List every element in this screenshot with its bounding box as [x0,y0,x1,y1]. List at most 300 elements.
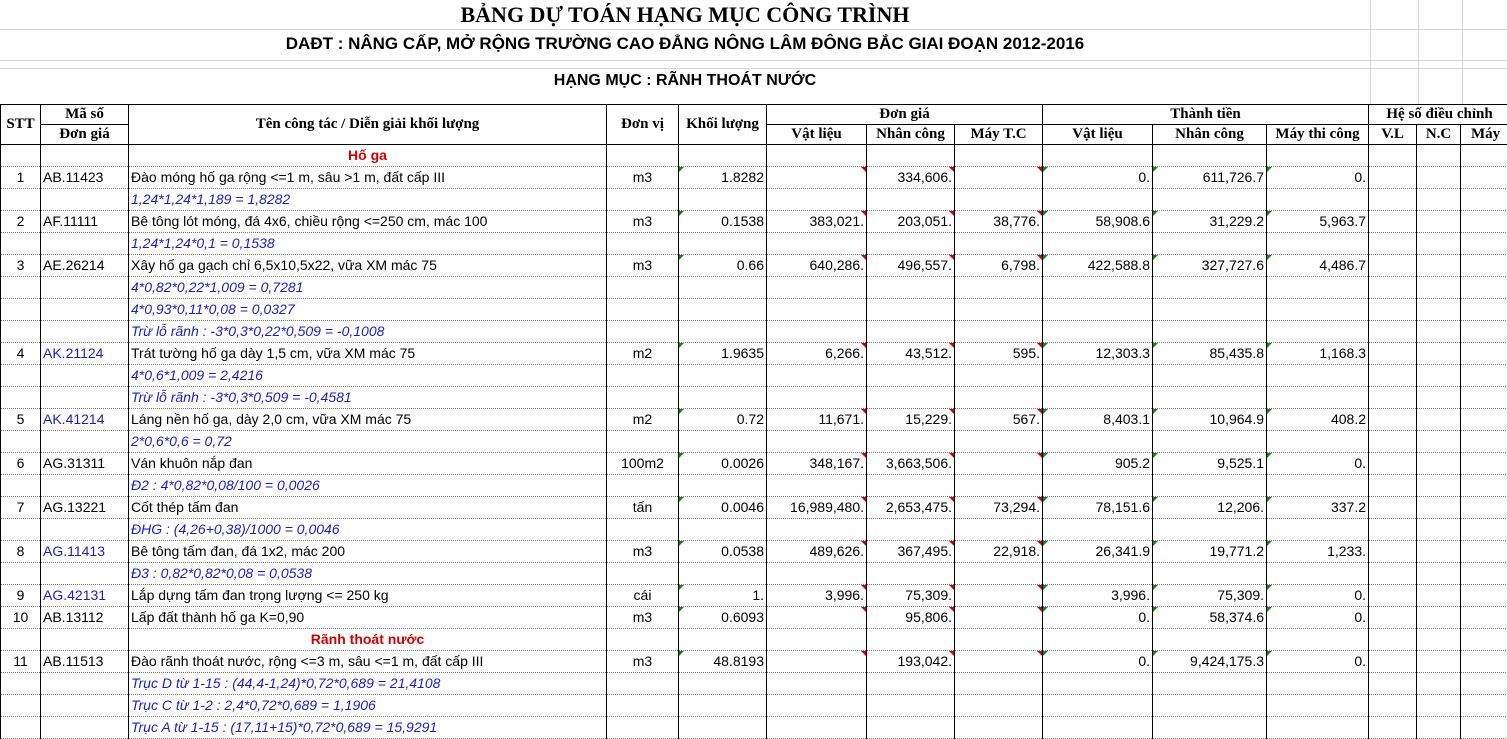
cell-explanation[interactable]: Đ2 : 4*0,82*0,08/100 = 0,0026 [129,475,607,497]
cell-empty[interactable] [1267,475,1369,497]
cell-amount-material[interactable]: 0. [1043,167,1153,189]
cell-empty[interactable] [1417,387,1461,409]
cell-code[interactable]: AG.11413 [41,541,129,563]
cell-empty[interactable] [607,431,679,453]
header-price-material[interactable]: Vật liệu [767,125,867,145]
cell-empty[interactable] [679,519,767,541]
cell-empty[interactable] [767,321,867,343]
cell-empty[interactable] [1267,431,1369,453]
cell-adjust-vl[interactable] [1369,607,1417,629]
cell-stt[interactable] [1,431,41,453]
cell-empty[interactable] [955,475,1043,497]
cell-stt[interactable]: 8 [1,541,41,563]
cell-amount-machine[interactable]: 1,233. [1267,541,1369,563]
cell-empty[interactable] [1043,629,1153,651]
header-unit-price[interactable]: Đơn giá [767,105,1043,125]
cell-empty[interactable] [1461,299,1507,321]
cell-empty[interactable] [955,519,1043,541]
cell-empty[interactable] [1153,189,1267,211]
cell-amount-machine[interactable]: 0. [1267,607,1369,629]
header-code[interactable]: Mã số [41,105,129,125]
cell-empty[interactable] [679,629,767,651]
cell-empty[interactable] [1461,145,1507,167]
cell-empty[interactable] [1153,563,1267,585]
cell-quantity[interactable]: 1.8282 [679,167,767,189]
cell-explanation[interactable]: Trục A từ 1-15 : (17,11+15)*0,72*0,689 = 15,9291 [129,717,607,739]
cell-empty[interactable] [767,145,867,167]
cell-empty[interactable] [679,387,767,409]
cell-price-machine[interactable] [955,167,1043,189]
cell-adjust-vl[interactable] [1369,651,1417,673]
cell-amount-machine[interactable]: 337.2 [1267,497,1369,519]
cell-quantity[interactable]: 1. [679,585,767,607]
cell-empty[interactable] [867,519,955,541]
cell-empty[interactable] [767,629,867,651]
cell-adjust-may[interactable] [1461,651,1507,673]
cell-empty[interactable] [1153,277,1267,299]
cell-empty[interactable] [1043,189,1153,211]
cell-empty[interactable] [1153,475,1267,497]
cell-price-labor[interactable]: 367,495. [867,541,955,563]
cell-empty[interactable] [679,365,767,387]
cell-amount-material[interactable]: 0. [1043,607,1153,629]
cell-explanation[interactable]: Đ3 : 0,82*0,82*0,08 = 0,0538 [129,563,607,585]
cell-empty[interactable] [607,321,679,343]
cell-price-labor[interactable]: 75,309. [867,585,955,607]
cell-adjust-nc[interactable] [1417,497,1461,519]
cell-amount-material[interactable]: 8,403.1 [1043,409,1153,431]
cell-price-machine[interactable]: 567. [955,409,1043,431]
cell-quantity[interactable]: 0.0046 [679,497,767,519]
cell-empty[interactable] [607,277,679,299]
cell-price-machine[interactable] [955,453,1043,475]
cell-empty[interactable] [867,145,955,167]
cell-empty[interactable] [607,233,679,255]
cell-empty[interactable] [955,189,1043,211]
cell-adjust-may[interactable] [1461,343,1507,365]
cell-empty[interactable] [1153,233,1267,255]
cell-amount-labor[interactable]: 19,771.2 [1153,541,1267,563]
cell-empty[interactable] [1461,321,1507,343]
cell-quantity[interactable]: 0.1538 [679,211,767,233]
cell-price-labor[interactable]: 95,806. [867,607,955,629]
cell-empty[interactable] [679,563,767,585]
cell-empty[interactable] [767,717,867,739]
cell-empty[interactable] [867,387,955,409]
cell-empty[interactable] [1417,717,1461,739]
cell-empty[interactable] [1369,365,1417,387]
cell-unit[interactable]: m2 [607,343,679,365]
cell-stt[interactable] [1,299,41,321]
cell-adjust-nc[interactable] [1417,343,1461,365]
cell-amount-labor[interactable]: 9,424,175.3 [1153,651,1267,673]
cell-empty[interactable] [1461,233,1507,255]
cell-empty[interactable] [867,365,955,387]
cell-empty[interactable] [1153,695,1267,717]
cell-empty[interactable] [1417,673,1461,695]
cell-empty[interactable] [1369,189,1417,211]
cell-empty[interactable] [1417,695,1461,717]
cell-price-labor[interactable]: 203,051. [867,211,955,233]
cell-amount-labor[interactable]: 58,374.6 [1153,607,1267,629]
header-adjust-may[interactable]: Máy [1461,125,1507,145]
cell-price-machine[interactable]: 595. [955,343,1043,365]
cell-empty[interactable] [1417,145,1461,167]
cell-explanation[interactable]: Trừ lỗ rãnh : -3*0,3*0,509 = -0,4581 [129,387,607,409]
cell-price-labor[interactable]: 334,606. [867,167,955,189]
header-price-labor[interactable]: Nhân công [867,125,955,145]
cell-empty[interactable] [1369,277,1417,299]
cell-empty[interactable] [607,629,679,651]
cell-adjust-nc[interactable] [1417,541,1461,563]
cell-stt[interactable] [1,189,41,211]
header-price-machine[interactable]: Máy T.C [955,125,1043,145]
cell-adjust-may[interactable] [1461,607,1507,629]
cell-quantity[interactable]: 0.72 [679,409,767,431]
cell-amount-labor[interactable]: 12,206. [1153,497,1267,519]
cell-price-machine[interactable] [955,651,1043,673]
cell-empty[interactable] [767,387,867,409]
cell-empty[interactable] [767,431,867,453]
cell-empty[interactable] [607,299,679,321]
cell-code[interactable] [41,629,129,651]
cell-empty[interactable] [607,189,679,211]
cell-amount-labor[interactable]: 85,435.8 [1153,343,1267,365]
cell-code[interactable] [41,673,129,695]
cell-stt[interactable] [1,475,41,497]
cell-quantity[interactable]: 48.8193 [679,651,767,673]
header-adjust-vl[interactable]: V.L [1369,125,1417,145]
cell-empty[interactable] [867,299,955,321]
cell-empty[interactable] [1043,519,1153,541]
cell-empty[interactable] [679,145,767,167]
cell-empty[interactable] [607,563,679,585]
cell-empty[interactable] [1267,145,1369,167]
cell-price-material[interactable] [767,607,867,629]
cell-unit[interactable]: m2 [607,409,679,431]
cell-empty[interactable] [1369,673,1417,695]
cell-empty[interactable] [1369,629,1417,651]
cell-empty[interactable] [1417,365,1461,387]
cell-unit[interactable]: m3 [607,255,679,277]
header-amount-machine[interactable]: Máy thi công [1267,125,1369,145]
cell-name[interactable]: Ván khuôn nắp đan [129,453,607,475]
cell-adjust-nc[interactable] [1417,255,1461,277]
cell-amount-material[interactable]: 58,908.6 [1043,211,1153,233]
cell-empty[interactable] [767,233,867,255]
cell-stt[interactable]: 11 [1,651,41,673]
cell-price-labor[interactable]: 193,042. [867,651,955,673]
header-amount-material[interactable]: Vật liệu [1043,125,1153,145]
section-title[interactable]: Hố ga [129,145,607,167]
cell-empty[interactable] [607,387,679,409]
cell-price-machine[interactable]: 6,798. [955,255,1043,277]
cell-price-material[interactable]: 16,989,480. [767,497,867,519]
cell-unit[interactable]: m3 [607,607,679,629]
cell-amount-material[interactable]: 0. [1043,651,1153,673]
cell-empty[interactable] [679,277,767,299]
cell-name[interactable]: Lắp dựng tấm đan trọng lượng <= 250 kg [129,585,607,607]
cell-empty[interactable] [679,431,767,453]
cell-adjust-vl[interactable] [1369,585,1417,607]
cell-empty[interactable] [1153,321,1267,343]
cell-empty[interactable] [1267,277,1369,299]
cell-explanation[interactable]: Trừ lỗ rãnh : -3*0,3*0,22*0,509 = -0,1008 [129,321,607,343]
cell-code[interactable] [41,563,129,585]
cell-empty[interactable] [1369,431,1417,453]
cell-unit[interactable]: cái [607,585,679,607]
cell-adjust-may[interactable] [1461,255,1507,277]
cell-name[interactable]: Láng nền hố ga, dày 2,0 cm, vữa XM mác 75 [129,409,607,431]
cell-adjust-vl[interactable] [1369,541,1417,563]
cell-amount-material[interactable]: 78,151.6 [1043,497,1153,519]
cell-stt[interactable]: 5 [1,409,41,431]
cell-code[interactable] [41,277,129,299]
cell-amount-labor[interactable]: 611,726.7 [1153,167,1267,189]
cell-adjust-nc[interactable] [1417,585,1461,607]
cell-stt[interactable]: 6 [1,453,41,475]
cell-adjust-may[interactable] [1461,211,1507,233]
cell-code[interactable] [41,321,129,343]
cell-empty[interactable] [1461,189,1507,211]
cell-empty[interactable] [1267,717,1369,739]
cell-empty[interactable] [1267,673,1369,695]
cell-empty[interactable] [1153,519,1267,541]
cell-empty[interactable] [1267,189,1369,211]
cell-empty[interactable] [1369,717,1417,739]
cell-empty[interactable] [1461,673,1507,695]
cell-quantity[interactable]: 0.0538 [679,541,767,563]
cell-empty[interactable] [867,563,955,585]
cell-stt[interactable] [1,145,41,167]
cell-stt[interactable] [1,365,41,387]
cell-price-material[interactable]: 348,167. [767,453,867,475]
cell-empty[interactable] [867,189,955,211]
cell-price-material[interactable] [767,167,867,189]
cell-quantity[interactable]: 1.9635 [679,343,767,365]
cell-amount-material[interactable]: 3,996. [1043,585,1153,607]
header-code-unit-price[interactable]: Đơn giá [41,125,129,145]
cell-adjust-nc[interactable] [1417,211,1461,233]
cell-adjust-vl[interactable] [1369,453,1417,475]
cell-empty[interactable] [679,321,767,343]
header-quantity[interactable]: Khối lượng [679,105,767,145]
section-title[interactable]: Rãnh thoát nước [129,629,607,651]
cell-amount-machine[interactable]: 1,168.3 [1267,343,1369,365]
cell-empty[interactable] [1267,563,1369,585]
cell-empty[interactable] [955,365,1043,387]
cell-stt[interactable]: 10 [1,607,41,629]
cell-empty[interactable] [1461,431,1507,453]
header-amount-labor[interactable]: Nhân công [1153,125,1267,145]
cell-stt[interactable] [1,673,41,695]
cell-code[interactable] [41,519,129,541]
cell-amount-machine[interactable]: 0. [1267,651,1369,673]
cell-empty[interactable] [867,475,955,497]
cell-adjust-vl[interactable] [1369,211,1417,233]
cell-adjust-may[interactable] [1461,541,1507,563]
cell-code[interactable] [41,431,129,453]
cell-empty[interactable] [1043,673,1153,695]
cell-unit[interactable]: m3 [607,167,679,189]
cell-amount-machine[interactable]: 0. [1267,453,1369,475]
cell-code[interactable] [41,387,129,409]
cell-name[interactable]: Đào rãnh thoát nước, rộng <=3 m, sâu <=1 m, đất cấp III [129,651,607,673]
cell-code[interactable]: AG.31311 [41,453,129,475]
cell-amount-material[interactable]: 26,341.9 [1043,541,1153,563]
cell-empty[interactable] [1043,717,1153,739]
cell-empty[interactable] [607,145,679,167]
cell-empty[interactable] [679,717,767,739]
cell-price-labor[interactable]: 2,653,475. [867,497,955,519]
cell-adjust-nc[interactable] [1417,409,1461,431]
cell-explanation[interactable]: Trục D từ 1-15 : (44,4-1,24)*0,72*0,689 = 21,4108 [129,673,607,695]
cell-empty[interactable] [1461,475,1507,497]
cell-name[interactable]: Xây hố ga gạch chỉ 6,5x10,5x22, vữa XM mác 75 [129,255,607,277]
cell-explanation[interactable]: 2*0,6*0,6 = 0,72 [129,431,607,453]
cell-empty[interactable] [1043,365,1153,387]
cell-empty[interactable] [955,717,1043,739]
cell-name[interactable]: Đào móng hố ga rộng <=1 m, sâu >1 m, đất cấp III [129,167,607,189]
cell-amount-labor[interactable]: 327,727.6 [1153,255,1267,277]
cell-empty[interactable] [955,673,1043,695]
cell-explanation[interactable]: 4*0,6*1,009 = 2,4216 [129,365,607,387]
cell-empty[interactable] [767,299,867,321]
cell-adjust-vl[interactable] [1369,409,1417,431]
cell-amount-machine[interactable]: 5,963.7 [1267,211,1369,233]
header-stt[interactable]: STT [1,105,41,145]
cell-adjust-nc[interactable] [1417,607,1461,629]
cell-empty[interactable] [1043,321,1153,343]
header-amount[interactable]: Thành tiền [1043,105,1369,125]
cell-empty[interactable] [607,695,679,717]
cell-empty[interactable] [1461,277,1507,299]
cell-empty[interactable] [1417,519,1461,541]
cell-empty[interactable] [955,299,1043,321]
cell-empty[interactable] [1267,365,1369,387]
cell-empty[interactable] [1043,695,1153,717]
cell-empty[interactable] [955,431,1043,453]
cell-empty[interactable] [1369,519,1417,541]
cell-empty[interactable] [1043,299,1153,321]
cell-empty[interactable] [1153,387,1267,409]
cell-empty[interactable] [607,365,679,387]
cell-empty[interactable] [679,673,767,695]
cell-adjust-vl[interactable] [1369,343,1417,365]
cell-amount-material[interactable]: 905.2 [1043,453,1153,475]
header-adjust-coefficient[interactable]: Hệ số điều chỉnh [1369,105,1507,125]
cell-empty[interactable] [1267,299,1369,321]
cell-price-material[interactable]: 11,671. [767,409,867,431]
cell-empty[interactable] [1369,145,1417,167]
cell-adjust-may[interactable] [1461,585,1507,607]
cell-empty[interactable] [1043,475,1153,497]
cell-quantity[interactable]: 0.66 [679,255,767,277]
cell-empty[interactable] [1153,629,1267,651]
cell-price-material[interactable]: 383,021. [767,211,867,233]
cell-adjust-vl[interactable] [1369,497,1417,519]
cell-empty[interactable] [679,475,767,497]
cell-empty[interactable] [767,189,867,211]
cell-name[interactable]: Trát tường hố ga dày 1,5 cm, vữa XM mác 75 [129,343,607,365]
cell-empty[interactable] [1369,695,1417,717]
cell-empty[interactable] [1461,563,1507,585]
cell-empty[interactable] [867,629,955,651]
cell-stt[interactable] [1,321,41,343]
cell-amount-labor[interactable]: 31,229.2 [1153,211,1267,233]
cell-price-material[interactable] [767,651,867,673]
cell-code[interactable] [41,717,129,739]
cell-stt[interactable]: 4 [1,343,41,365]
cell-stt[interactable] [1,717,41,739]
cell-empty[interactable] [1267,387,1369,409]
cell-code[interactable] [41,189,129,211]
cell-price-material[interactable]: 489,626. [767,541,867,563]
cell-explanation[interactable]: ĐHG : (4,26+0,38)/1000 = 0,0046 [129,519,607,541]
cell-empty[interactable] [767,365,867,387]
cell-price-machine[interactable]: 22,918. [955,541,1043,563]
cell-unit[interactable]: m3 [607,541,679,563]
cell-empty[interactable] [767,673,867,695]
cell-empty[interactable] [1417,321,1461,343]
cell-empty[interactable] [867,277,955,299]
cell-code[interactable] [41,299,129,321]
cell-empty[interactable] [955,145,1043,167]
cell-code[interactable]: AB.11513 [41,651,129,673]
cell-empty[interactable] [767,519,867,541]
cell-explanation[interactable]: 4*0,82*0,22*1,009 = 0,7281 [129,277,607,299]
cell-code[interactable] [41,365,129,387]
cell-empty[interactable] [1417,629,1461,651]
cell-stt[interactable]: 2 [1,211,41,233]
cell-adjust-nc[interactable] [1417,167,1461,189]
cell-amount-material[interactable]: 422,588.8 [1043,255,1153,277]
cell-stt[interactable] [1,563,41,585]
cell-stt[interactable]: 3 [1,255,41,277]
cell-unit[interactable]: tấn [607,497,679,519]
cell-adjust-nc[interactable] [1417,651,1461,673]
cell-amount-machine[interactable]: 408.2 [1267,409,1369,431]
cell-empty[interactable] [1369,299,1417,321]
cell-empty[interactable] [607,717,679,739]
cell-code[interactable]: AB.13112 [41,607,129,629]
cell-stt[interactable]: 1 [1,167,41,189]
cell-code[interactable]: AE.26214 [41,255,129,277]
cell-stt[interactable] [1,233,41,255]
cell-empty[interactable] [1461,629,1507,651]
cell-price-machine[interactable] [955,585,1043,607]
cell-quantity[interactable]: 0.0026 [679,453,767,475]
cell-amount-machine[interactable]: 0. [1267,167,1369,189]
cell-amount-labor[interactable]: 10,964.9 [1153,409,1267,431]
header-adjust-nc[interactable]: N.C [1417,125,1461,145]
cell-amount-material[interactable]: 12,303.3 [1043,343,1153,365]
cell-empty[interactable] [1153,299,1267,321]
cell-empty[interactable] [867,717,955,739]
cell-empty[interactable] [1461,717,1507,739]
cell-empty[interactable] [767,277,867,299]
cell-price-machine[interactable]: 73,294. [955,497,1043,519]
cell-name[interactable]: Bê tông lót móng, đá 4x6, chiều rộng <=250 cm, mác 100 [129,211,607,233]
cell-empty[interactable] [1369,233,1417,255]
cell-empty[interactable] [767,695,867,717]
cell-amount-machine[interactable]: 0. [1267,585,1369,607]
cell-stt[interactable]: 7 [1,497,41,519]
cell-code[interactable]: AK.41214 [41,409,129,431]
cell-code[interactable]: AG.42131 [41,585,129,607]
cell-empty[interactable] [1369,321,1417,343]
header-name[interactable]: Tên công tác / Diễn giải khối lượng [129,105,607,145]
